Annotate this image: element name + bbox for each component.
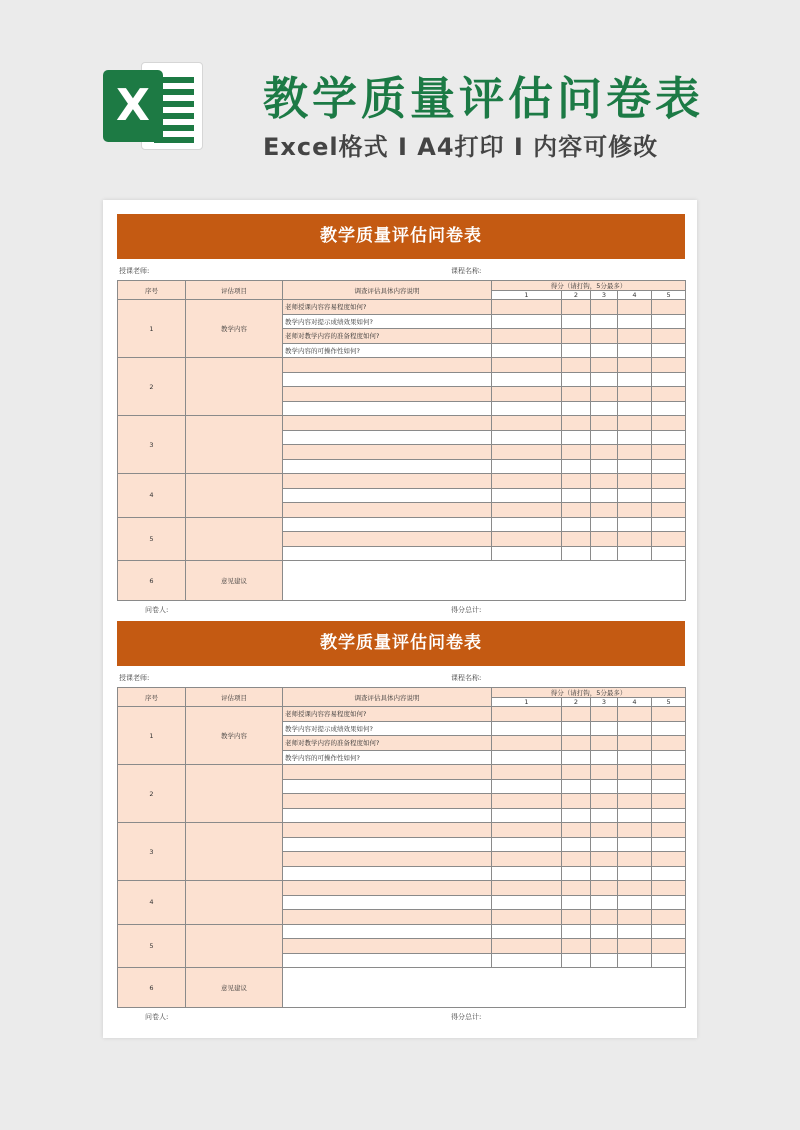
form-title: 教学质量评估问卷表 [117,621,685,666]
col-header-item: 评估项目 [186,281,283,300]
score-cell-5[interactable] [652,459,686,474]
desc-cell[interactable] [283,808,492,823]
desc-cell[interactable]: 老师授课内容容易程度如何? [283,707,492,722]
score-cell-2[interactable] [562,416,591,431]
score-cell-5[interactable] [652,779,686,794]
score-cell-5[interactable] [652,765,686,780]
group-no: 2 [118,358,186,416]
score-header-5: 5 [652,291,686,300]
score-cell-2[interactable] [562,300,591,315]
excel-icon [103,62,203,150]
score-cell-2[interactable] [562,794,591,809]
score-cell-4[interactable] [618,765,652,780]
table-row [118,765,686,780]
score-cell-5[interactable] [652,343,686,358]
table-header-row [118,281,686,291]
questionnaire-form-1 [117,214,685,618]
score-cell-3[interactable] [591,416,618,431]
score-cell-4[interactable] [618,459,652,474]
score-cell-4[interactable] [618,474,652,489]
group-no: 2 [118,765,186,823]
table-header-row [118,688,686,698]
score-cell-3[interactable] [591,852,618,867]
score-cell-5[interactable] [652,721,686,736]
desc-cell[interactable] [283,387,492,402]
score-cell-1[interactable] [492,358,562,373]
score-cell-2[interactable] [562,358,591,373]
score-cell-2[interactable] [562,546,591,561]
score-header-3: 3 [591,291,618,300]
col-header-desc: 调查评估具体内容说明 [283,688,492,707]
score-cell-3[interactable] [591,707,618,722]
score-cell-5[interactable] [652,474,686,489]
desc-cell[interactable] [283,823,492,838]
score-cell-3[interactable] [591,430,618,445]
col-header-desc: 调查评估具体内容说明 [283,281,492,300]
score-header-3: 3 [591,698,618,707]
total-label: 得分总计: [451,1013,482,1021]
excel-logo-letter: X [103,70,163,142]
score-cell-1[interactable] [492,866,562,881]
score-cell-4[interactable] [618,808,652,823]
score-cell-4[interactable] [618,779,652,794]
score-cell-2[interactable] [562,488,591,503]
desc-cell[interactable] [283,358,492,373]
desc-cell[interactable] [283,765,492,780]
score-cell-1[interactable] [492,546,562,561]
form-meta [117,259,685,280]
score-cell-3[interactable] [591,474,618,489]
score-cell-3[interactable] [591,953,618,968]
score-cell-3[interactable] [591,939,618,954]
score-cell-4[interactable] [618,517,652,532]
group-item [186,823,283,881]
score-cell-3[interactable] [591,736,618,751]
desc-cell[interactable]: 教学内容的可操作性如何? [283,343,492,358]
score-cell-5[interactable] [652,924,686,939]
desc-cell[interactable] [283,779,492,794]
group-no: 3 [118,416,186,474]
score-cell-2[interactable] [562,503,591,518]
desc-cell[interactable] [283,517,492,532]
score-cell-3[interactable] [591,300,618,315]
desc-cell[interactable]: 老师对教学内容的准备程度如何? [283,329,492,344]
score-cell-4[interactable] [618,924,652,939]
col-header-score: 得分（请打钩，5分最多） [492,281,686,291]
score-cell-3[interactable] [591,329,618,344]
table-row [118,416,686,431]
suggestion-no: 6 [118,561,186,601]
group-no: 1 [118,707,186,765]
score-header-1: 1 [492,698,562,707]
score-cell-4[interactable] [618,852,652,867]
score-cell-1[interactable] [492,430,562,445]
group-item: 教学内容 [186,707,283,765]
score-cell-1[interactable] [492,300,562,315]
score-cell-1[interactable] [492,503,562,518]
score-cell-3[interactable] [591,765,618,780]
desc-cell[interactable] [283,881,492,896]
desc-cell[interactable] [283,401,492,416]
desc-cell[interactable] [283,866,492,881]
desc-cell[interactable] [283,503,492,518]
desc-cell[interactable] [283,895,492,910]
score-cell-1[interactable] [492,532,562,547]
score-cell-1[interactable] [492,808,562,823]
score-cell-2[interactable] [562,401,591,416]
col-header-no: 序号 [118,281,186,300]
group-item [186,474,283,518]
desc-cell[interactable] [283,372,492,387]
score-cell-4[interactable] [618,314,652,329]
score-cell-4[interactable] [618,953,652,968]
score-cell-3[interactable] [591,488,618,503]
desc-cell[interactable] [283,546,492,561]
desc-cell[interactable] [283,924,492,939]
score-cell-4[interactable] [618,387,652,402]
score-cell-4[interactable] [618,866,652,881]
score-cell-5[interactable] [652,430,686,445]
score-header-2: 2 [562,291,591,300]
desc-cell[interactable] [283,416,492,431]
score-cell-1[interactable] [492,707,562,722]
group-item [186,517,283,561]
header-banner [0,0,800,190]
score-cell-5[interactable] [652,445,686,460]
score-cell-3[interactable] [591,517,618,532]
score-cell-1[interactable] [492,837,562,852]
score-cell-2[interactable] [562,459,591,474]
desc-cell[interactable]: 教学内容对提示成绩效果如何? [283,721,492,736]
score-cell-2[interactable] [562,823,591,838]
suggestion-row [118,561,686,601]
score-cell-3[interactable] [591,910,618,925]
score-cell-3[interactable] [591,808,618,823]
suggestion-input[interactable] [283,968,686,1008]
table-row [118,881,686,896]
score-cell-5[interactable] [652,866,686,881]
score-cell-3[interactable] [591,532,618,547]
score-cell-3[interactable] [591,387,618,402]
score-cell-4[interactable] [618,794,652,809]
suggestion-label: 意见建议 [186,561,283,601]
score-cell-2[interactable] [562,808,591,823]
score-cell-1[interactable] [492,881,562,896]
score-cell-4[interactable] [618,372,652,387]
score-cell-4[interactable] [618,300,652,315]
respondent-label: 问卷人: [145,1013,169,1021]
score-cell-1[interactable] [492,910,562,925]
score-cell-3[interactable] [591,794,618,809]
questionnaire-form-2 [117,621,685,1025]
score-cell-4[interactable] [618,445,652,460]
score-cell-2[interactable] [562,387,591,402]
score-cell-5[interactable] [652,372,686,387]
score-cell-5[interactable] [652,546,686,561]
course-label: 课程名称: [451,267,482,275]
score-cell-1[interactable] [492,372,562,387]
score-header-1: 1 [492,291,562,300]
score-cell-4[interactable] [618,503,652,518]
score-cell-4[interactable] [618,895,652,910]
score-cell-2[interactable] [562,517,591,532]
score-cell-1[interactable] [492,939,562,954]
evaluation-table [117,280,686,601]
desc-cell[interactable] [283,837,492,852]
respondent-label: 问卷人: [145,606,169,614]
score-cell-1[interactable] [492,329,562,344]
score-cell-1[interactable] [492,387,562,402]
teacher-label: 授课老师: [119,674,150,682]
score-cell-3[interactable] [591,881,618,896]
score-cell-2[interactable] [562,852,591,867]
score-cell-2[interactable] [562,953,591,968]
score-cell-4[interactable] [618,837,652,852]
group-no: 3 [118,823,186,881]
score-cell-1[interactable] [492,895,562,910]
group-item [186,881,283,925]
desc-cell[interactable] [283,532,492,547]
score-cell-5[interactable] [652,794,686,809]
score-cell-1[interactable] [492,765,562,780]
score-cell-3[interactable] [591,459,618,474]
score-header-4: 4 [618,291,652,300]
score-cell-5[interactable] [652,881,686,896]
desc-cell[interactable] [283,459,492,474]
score-cell-3[interactable] [591,837,618,852]
teacher-label: 授课老师: [119,267,150,275]
score-cell-1[interactable] [492,416,562,431]
score-cell-2[interactable] [562,895,591,910]
score-cell-1[interactable] [492,721,562,736]
score-cell-3[interactable] [591,895,618,910]
score-cell-2[interactable] [562,881,591,896]
score-cell-1[interactable] [492,445,562,460]
desc-cell[interactable] [283,445,492,460]
group-no: 5 [118,517,186,561]
score-cell-4[interactable] [618,939,652,954]
score-cell-4[interactable] [618,910,652,925]
group-no: 4 [118,474,186,518]
score-cell-3[interactable] [591,343,618,358]
score-cell-5[interactable] [652,387,686,402]
score-cell-3[interactable] [591,866,618,881]
score-cell-1[interactable] [492,736,562,751]
col-header-score: 得分（请打钩，5分最多） [492,688,686,698]
score-cell-5[interactable] [652,808,686,823]
group-item [186,765,283,823]
score-cell-3[interactable] [591,546,618,561]
score-cell-1[interactable] [492,517,562,532]
group-no: 4 [118,881,186,925]
score-cell-5[interactable] [652,910,686,925]
score-cell-3[interactable] [591,503,618,518]
score-cell-2[interactable] [562,445,591,460]
table-row [118,517,686,532]
page-subtitle: Excel格式 I A4打印 I 内容可修改 [263,133,659,161]
col-header-item: 评估项目 [186,688,283,707]
score-cell-1[interactable] [492,488,562,503]
score-cell-2[interactable] [562,924,591,939]
score-cell-1[interactable] [492,852,562,867]
score-cell-4[interactable] [618,488,652,503]
score-cell-5[interactable] [652,895,686,910]
score-cell-3[interactable] [591,750,618,765]
score-cell-1[interactable] [492,343,562,358]
score-cell-4[interactable] [618,329,652,344]
group-item [186,924,283,968]
form-title: 教学质量评估问卷表 [117,214,685,259]
group-item: 教学内容 [186,300,283,358]
score-cell-5[interactable] [652,953,686,968]
score-cell-3[interactable] [591,823,618,838]
score-header-5: 5 [652,698,686,707]
score-cell-5[interactable] [652,300,686,315]
group-no: 5 [118,924,186,968]
score-cell-5[interactable] [652,416,686,431]
score-cell-1[interactable] [492,474,562,489]
desc-cell[interactable]: 老师授课内容容易程度如何? [283,300,492,315]
suggestion-row [118,968,686,1008]
evaluation-table [117,687,686,1008]
suggestion-no: 6 [118,968,186,1008]
score-cell-2[interactable] [562,779,591,794]
score-cell-3[interactable] [591,445,618,460]
score-cell-5[interactable] [652,750,686,765]
score-cell-3[interactable] [591,372,618,387]
score-cell-5[interactable] [652,314,686,329]
score-cell-1[interactable] [492,779,562,794]
desc-cell[interactable] [283,430,492,445]
score-cell-2[interactable] [562,314,591,329]
score-cell-2[interactable] [562,707,591,722]
desc-cell[interactable] [283,474,492,489]
score-cell-5[interactable] [652,823,686,838]
score-cell-5[interactable] [652,358,686,373]
desc-cell[interactable] [283,953,492,968]
table-row [118,474,686,489]
score-cell-1[interactable] [492,750,562,765]
score-cell-1[interactable] [492,823,562,838]
score-cell-2[interactable] [562,910,591,925]
score-cell-1[interactable] [492,794,562,809]
suggestion-input[interactable] [283,561,686,601]
score-cell-5[interactable] [652,736,686,751]
table-row [118,358,686,373]
suggestion-label: 意见建议 [186,968,283,1008]
score-cell-4[interactable] [618,532,652,547]
score-cell-4[interactable] [618,546,652,561]
score-cell-5[interactable] [652,503,686,518]
score-cell-1[interactable] [492,459,562,474]
score-cell-5[interactable] [652,852,686,867]
score-cell-4[interactable] [618,881,652,896]
score-cell-2[interactable] [562,837,591,852]
score-cell-4[interactable] [618,416,652,431]
score-cell-3[interactable] [591,314,618,329]
score-cell-4[interactable] [618,358,652,373]
score-cell-2[interactable] [562,343,591,358]
desc-cell[interactable] [283,910,492,925]
score-cell-3[interactable] [591,779,618,794]
score-cell-4[interactable] [618,736,652,751]
score-cell-2[interactable] [562,939,591,954]
score-cell-2[interactable] [562,721,591,736]
score-cell-5[interactable] [652,707,686,722]
score-cell-4[interactable] [618,707,652,722]
score-cell-3[interactable] [591,924,618,939]
group-item [186,416,283,474]
score-cell-5[interactable] [652,329,686,344]
score-cell-4[interactable] [618,823,652,838]
score-cell-2[interactable] [562,532,591,547]
total-label: 得分总计: [451,606,482,614]
score-cell-1[interactable] [492,401,562,416]
score-cell-4[interactable] [618,430,652,445]
score-cell-3[interactable] [591,721,618,736]
score-header-4: 4 [618,698,652,707]
score-cell-2[interactable] [562,329,591,344]
score-cell-1[interactable] [492,953,562,968]
desc-cell[interactable] [283,488,492,503]
score-cell-2[interactable] [562,474,591,489]
score-cell-4[interactable] [618,343,652,358]
score-cell-1[interactable] [492,314,562,329]
desc-cell[interactable] [283,939,492,954]
score-cell-4[interactable] [618,721,652,736]
score-cell-2[interactable] [562,750,591,765]
score-cell-2[interactable] [562,372,591,387]
score-cell-4[interactable] [618,401,652,416]
form-footer [117,1008,685,1025]
score-cell-5[interactable] [652,517,686,532]
desc-cell[interactable]: 教学内容的可操作性如何? [283,750,492,765]
desc-cell[interactable]: 教学内容对提示成绩效果如何? [283,314,492,329]
form-footer [117,601,685,618]
table-row [118,707,686,722]
form-meta [117,666,685,687]
score-cell-3[interactable] [591,358,618,373]
group-no: 1 [118,300,186,358]
desc-cell[interactable]: 老师对教学内容的准备程度如何? [283,736,492,751]
score-cell-5[interactable] [652,488,686,503]
table-row [118,300,686,315]
score-cell-4[interactable] [618,750,652,765]
desc-cell[interactable] [283,852,492,867]
score-cell-3[interactable] [591,401,618,416]
score-cell-5[interactable] [652,401,686,416]
table-row [118,823,686,838]
score-cell-2[interactable] [562,736,591,751]
score-cell-5[interactable] [652,837,686,852]
score-cell-2[interactable] [562,866,591,881]
score-cell-5[interactable] [652,532,686,547]
score-cell-2[interactable] [562,765,591,780]
score-header-2: 2 [562,698,591,707]
score-cell-2[interactable] [562,430,591,445]
score-cell-1[interactable] [492,924,562,939]
group-item [186,358,283,416]
paper-sheet [103,200,697,1038]
page-title: 教学质量评估问卷表 [263,72,705,125]
table-row [118,924,686,939]
col-header-no: 序号 [118,688,186,707]
course-label: 课程名称: [451,674,482,682]
score-cell-5[interactable] [652,939,686,954]
desc-cell[interactable] [283,794,492,809]
